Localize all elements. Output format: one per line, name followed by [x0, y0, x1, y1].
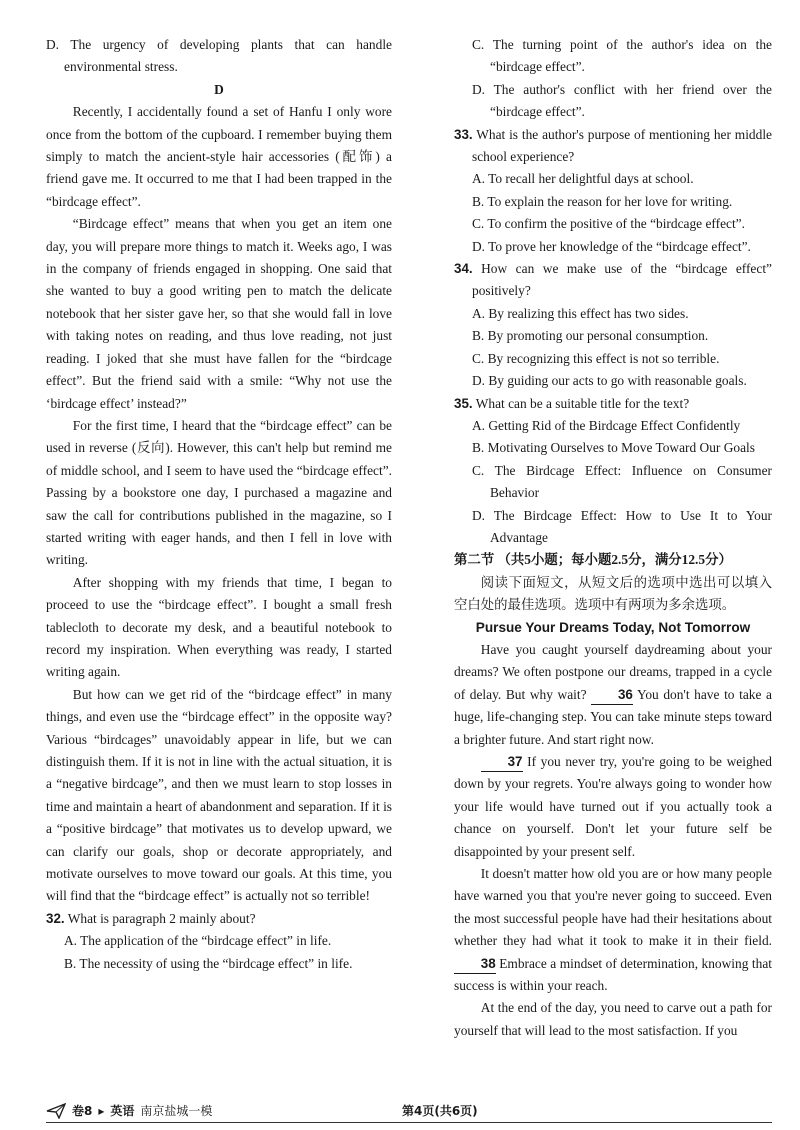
q34-option-a: A. By realizing this effect has two sides. — [472, 305, 689, 321]
q31-option-d: D. The urgency of developing plants that can handle environmental stress. — [46, 37, 392, 75]
paragraph-text: If you never try, you're going to be weighed down by your regrets. You're always going to wonder how your life would have turned out if you actually took a chance on yourself. Don't let your future self be disappointed by your present self. — [454, 754, 772, 859]
separator-icon: ▸ — [98, 1104, 105, 1118]
page-number: 第4页(共6页) — [402, 1104, 478, 1118]
right-column — [454, 34, 772, 1042]
cloze-paragraph-1 — [454, 639, 772, 751]
question-stem: How can we make use of the “birdcage effect” positively? — [472, 261, 772, 299]
left-column — [46, 34, 392, 975]
q32-option-d: D. The author's conflict with her friend over the “birdcage effect”. — [472, 81, 772, 120]
q34-option-c: C. By recognizing this effect is not so terrible. — [472, 350, 720, 366]
page-footer — [46, 1100, 772, 1124]
question-number: 33. — [454, 126, 473, 142]
section-2-instructions: 阅读下面短文，从短文后的选项中选出可以填入空白处的最佳选项。选项中有两项为多余选项。 — [454, 574, 772, 613]
question-number: 34. — [454, 261, 473, 277]
school-label: 南京盐城一模 — [140, 1104, 213, 1118]
passage-paragraph-1: Recently, I accidentally found a set of Hanfu I only wore once from the bottom of the cupboard. I remember buying them simply to match the ancient-style hair accessories (配饰) a friend gave me. It occurred to me that I had been trapped in the “birdcage effect”. — [46, 104, 392, 209]
question-33 — [454, 124, 772, 169]
paper-plane-icon — [46, 1103, 66, 1119]
paragraph-text: Have you caught yourself daydreaming about your dreams? We often postpone our dreams, trapped in a cycle of delay. But why wait? — [454, 641, 772, 702]
question-35 — [454, 393, 772, 415]
q35-option-a: A. Getting Rid of the Birdcage Effect Confidently — [472, 417, 741, 433]
paragraph-text: Embrace a mindset of determination, knowing that success is within your reach. — [454, 955, 772, 994]
footer-left — [46, 1100, 212, 1122]
q32-option-b: B. The necessity of using the “birdcage effect” in life. — [64, 955, 353, 971]
question-32 — [46, 908, 392, 930]
question-34 — [454, 258, 772, 303]
q32-option-c: C. The turning point of the author's idea on the “birdcage effect”. — [472, 37, 772, 75]
cloze-paragraph-4: At the end of the day, you need to carve out a path for yourself that will lead to the most satisfaction. If you — [454, 1000, 772, 1038]
cloze-paragraph-3 — [454, 863, 772, 997]
passage-paragraph-4: After shopping with my friends that time, I began to proceed to use the “birdcage effect”. I bought a small fresh tablecloth to decorate my desk, and a beautiful notebook to record my inspiration. When everything was ready, I started writing again. — [46, 574, 392, 680]
paragraph-text: You don't have to take a huge, life-changing step. You can take minute steps toward a brighter future. And start right now. — [454, 686, 772, 747]
blank-36[interactable]: 36 — [591, 686, 633, 705]
q33-option-d: D. To prove her knowledge of the “birdcage effect”. — [472, 238, 751, 254]
passage-title: Pursue Your Dreams Today, Not Tomorrow — [475, 619, 751, 635]
q35-option-b: B. Motivating Ourselves to Move Toward Our Goals — [472, 440, 755, 456]
q34-option-b: B. By promoting our personal consumption. — [472, 328, 709, 344]
q35-option-d: D. The Birdcage Effect: How to Use It to Your Advantage — [472, 507, 772, 545]
q34-option-d: D. By guiding our acts to go with reasonable goals. — [472, 373, 747, 389]
subject-label: 英语 — [110, 1104, 135, 1118]
passage-label: D — [214, 81, 224, 97]
question-stem: What can be a suitable title for the text? — [475, 395, 690, 411]
passage-paragraph-5: But how can we get rid of the “birdcage effect” in many things, and even use the “birdcage effect” in the opposite way? Various “birdcages” unavoidably appear in life, but we can distinguish them. If it is not in line with the actual situation, it is a “negative birdcage”, and then we must learn to stop losses in time and maintain a heart of abandonment and separation. If it is a “positive birdcage” that motivates us to develop upward, we can clarify our goals, shop or decorate appropriately, and motivate ourselves to move toward our goals. At this time, you will find that the “birdcage effect” is actually not so terrible! — [46, 686, 392, 904]
q32-option-a: A. The application of the “birdcage effect” in life. — [64, 933, 332, 949]
blank-38[interactable]: 38 — [454, 955, 496, 974]
question-number: 32. — [46, 910, 65, 926]
volume-label: 卷8 — [72, 1104, 93, 1118]
question-stem: What is the author's purpose of mentioning her middle school experience? — [472, 126, 772, 165]
q35-option-c: C. The Birdcage Effect: Influence on Consumer Behavior — [472, 462, 772, 501]
passage-paragraph-3: For the first time, I heard that the “birdcage effect” can be used in reverse (反向). However, this can't help but remind me of middle school, and I seem to have used the “birdcage effect”. Passing by a bookstore one day, I purchased a magazine and saw the call for contributions published in the magazine, so I started writing with eager hands, and then I fell in love with writing. — [46, 417, 392, 568]
question-stem: What is paragraph 2 mainly about? — [67, 910, 256, 926]
footer-divider — [46, 1122, 772, 1123]
blank-37[interactable]: 37 — [481, 753, 523, 772]
cloze-paragraph-2 — [454, 751, 772, 863]
question-number: 35. — [454, 395, 473, 411]
paragraph-text: It doesn't matter how old you are or how many people have warned you that you're never going to succeed. Even the most successful people have had their hesitations about whether they had what it took to make it in their field. — [454, 866, 772, 949]
section-2-title: 第二节 （共5小题；每小题2.5分，满分12.5分） — [454, 552, 732, 568]
q33-option-c: C. To confirm the positive of the “birdcage effect”. — [472, 216, 745, 232]
passage-paragraph-2: “Birdcage effect” means that when you get an item one day, you will prepare more things to match it. Weeks ago, I was in the company of friends engaged in shopping. One said that she wanted to buy a good writing pen to match the delicate notebook that her sister gave her, so that she would fall in love with taking notes on reading, and thus love reading, not just reading. I joked that she must have fallen for the “birdcage effect”. But the friend said with a smile: “Why not use the ‘birdcage effect’ instead?” — [46, 216, 392, 411]
q33-option-b: B. To explain the reason for her love for writing. — [472, 193, 733, 209]
q33-option-a: A. To recall her delightful days at school. — [472, 171, 694, 187]
